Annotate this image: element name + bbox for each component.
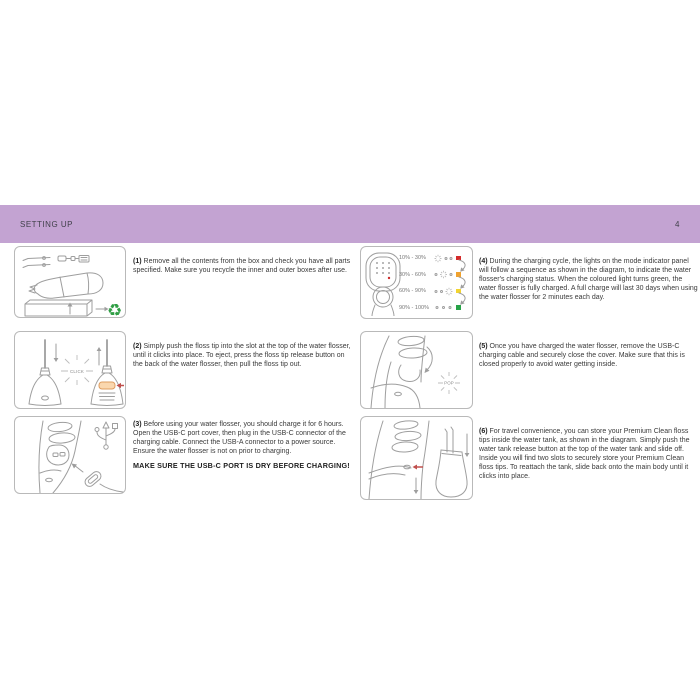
close-cover-illustration [361, 332, 472, 408]
charge-range-label: 30% - 60% [399, 271, 426, 278]
step-3-text: (3) Before using your water flosser, you should charge it for 6 hours. Open the USB-C port cover, then plug in the USB-C connector of the charging cable. Connect the USB-A connector to a power source. Ensure the water flosser is not on prior to charging. MAKE SURE THE USB-C PORT IS DRY BEFORE CHARGING! [133, 420, 353, 470]
diagram-box-tank-storage [360, 416, 473, 500]
section-header-band [0, 205, 700, 243]
diagram-box-close-cover [360, 331, 473, 409]
section-title: SETTING UP [20, 219, 74, 229]
led-sequence-icon [433, 287, 454, 296]
step-5-number: (5) [479, 343, 488, 350]
diagram-box-insert-tip [14, 331, 126, 409]
sequence-arrow-icon [457, 292, 469, 306]
tip-insertion-illustration [15, 332, 125, 408]
step-1-number: (1) [133, 258, 142, 265]
step-4-number: (4) [479, 258, 488, 265]
charge-range-label: 10% - 30% [399, 255, 426, 261]
sequence-arrow-icon [457, 276, 469, 290]
step-3-number: (3) [133, 421, 142, 428]
step-2-number: (2) [133, 343, 142, 350]
diagram-box-contents [14, 246, 126, 318]
step-5-text: (5) Once you have charged the water flosser, remove the USB-C charging cable and securely close the cover. Make sure that this is closed properly to avoid water getting inside. [479, 343, 685, 368]
step-2-text: (2) Simply push the floss tip into the slot at the top of the water flosser, until it clicks into place. To eject, press the floss tip release button on the back of the water flosser, then pull the floss tip out. [133, 343, 351, 368]
charge-range-label: 60% - 90% [399, 288, 426, 294]
sequence-arrow-icon [457, 259, 469, 273]
led-sequence-icon [433, 303, 454, 312]
release-button-highlight [99, 382, 115, 389]
step-6-number: (6) [479, 428, 488, 435]
mode-indicator-dots [376, 262, 390, 274]
led-sequence-icon [433, 254, 454, 263]
diagram-box-charge-status [360, 246, 473, 319]
charging-illustration [15, 417, 125, 493]
tank-storage-illustration [361, 417, 472, 499]
step-1-text: (1) Remove all the contents from the box and check you have all parts specified. Make sure you recycle the inner and outer boxes after use. [133, 258, 351, 274]
click-label: CLICK [70, 369, 84, 374]
usb-dry-warning: MAKE SURE THE USB-C PORT IS DRY BEFORE CHARGING! [133, 461, 350, 470]
led-sequence-icon [433, 270, 454, 279]
diagram-box-charging [14, 416, 126, 494]
step-4-text: (4) During the charging cycle, the lights on the mode indicator panel will follow a sequence as shown in the diagram, to indicate the water flosser's charging status. When the coloured light turns green, the water flosser is fully charged. A full charge will last 30 days when using the water flosser for 2 minutes each day. [479, 258, 698, 301]
step-6-text: (6) For travel convenience, you can store your Premium Clean floss tips inside the water tank, as shown in the diagram. Simply push the water tank release button at the top of the water tank and slide off. Inside you will find two slots to securely store your Premium Clean floss tips. To reattach the tank, slide back onto the main body until it clicks into place. [479, 428, 690, 480]
pop-label: POP [444, 380, 454, 386]
charge-range-label: 90% - 100% [399, 304, 429, 311]
unboxing-illustration [15, 247, 125, 317]
red-indicator-led [388, 277, 390, 279]
recycle-icon: ♻ [107, 301, 123, 317]
page-number: 4 [675, 219, 680, 229]
flosser-top-illustration [363, 250, 403, 316]
